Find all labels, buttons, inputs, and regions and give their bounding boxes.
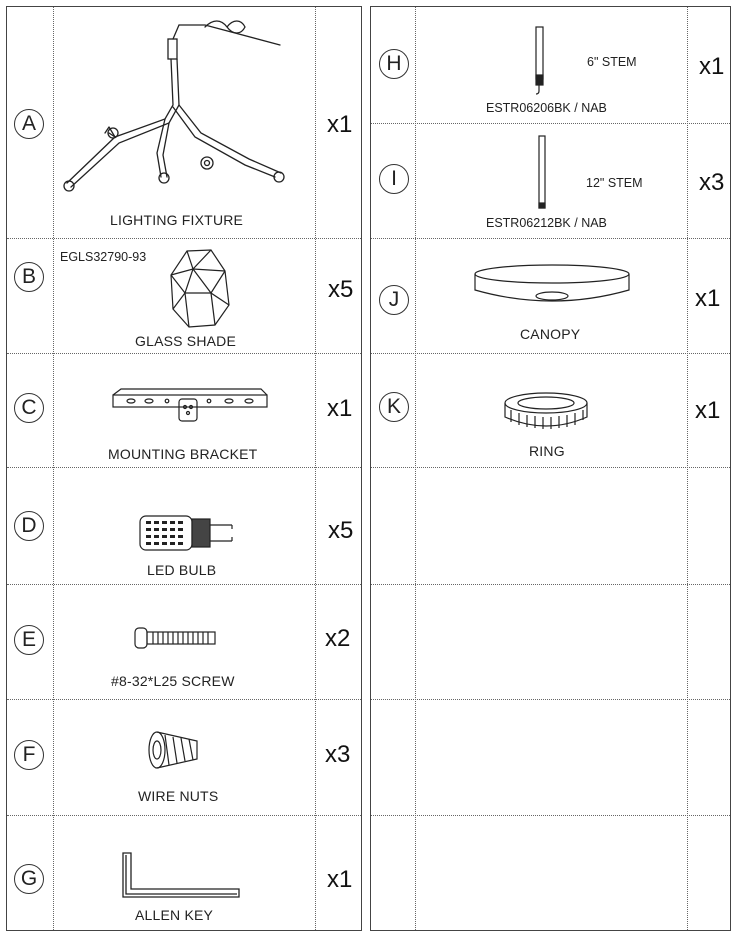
allen-key-illustration: [119, 851, 243, 901]
part-name-h: 6" STEM: [587, 55, 637, 69]
part-letter-k: K: [379, 392, 409, 422]
row-divider: [371, 353, 730, 354]
part-qty-h: x1: [699, 53, 725, 80]
part-qty-d: x5: [328, 517, 354, 544]
row-divider: [371, 467, 730, 468]
mounting-bracket-illustration: [111, 383, 271, 423]
part-code-b: EGLS32790-93: [60, 250, 147, 264]
part-name-k: RING: [529, 443, 565, 459]
part-name-a: LIGHTING FIXTURE: [110, 212, 244, 228]
part-letter-a: A: [14, 109, 44, 139]
row-divider: [7, 467, 361, 468]
part-qty-k: x1: [695, 397, 721, 424]
part-qty-b: x5: [328, 276, 354, 303]
row-divider: [7, 238, 361, 239]
part-name-c: MOUNTING BRACKET: [108, 446, 258, 462]
column-divider: [315, 7, 316, 930]
part-name-i: 12" STEM: [586, 176, 643, 190]
part-code-i: ESTR06212BK / NAB: [486, 216, 607, 230]
part-letter-b: B: [14, 262, 44, 292]
canopy-illustration: [471, 260, 633, 312]
lighting-fixture-illustration: [55, 15, 315, 205]
part-letter-i: I: [379, 164, 409, 194]
part-letter-e: E: [14, 625, 44, 655]
part-code-h: ESTR06206BK / NAB: [486, 101, 607, 115]
part-name-j: CANOPY: [520, 326, 581, 342]
row-divider: [7, 353, 361, 354]
column-divider: [415, 7, 416, 930]
row-divider: [371, 699, 730, 700]
screw-illustration: [133, 625, 219, 651]
part-qty-f: x3: [325, 741, 351, 768]
row-divider: [371, 238, 730, 239]
led-bulb-illustration: [136, 513, 236, 553]
row-divider: [371, 815, 730, 816]
part-name-d: LED BULB: [147, 562, 217, 578]
part-letter-d: D: [14, 511, 44, 541]
row-divider: [7, 815, 361, 816]
right-parts-table: [370, 6, 731, 931]
part-letter-f: F: [14, 740, 44, 770]
column-divider: [687, 7, 688, 930]
row-divider: [7, 699, 361, 700]
part-qty-e: x2: [325, 625, 351, 652]
part-qty-i: x3: [699, 169, 725, 196]
row-divider: [371, 123, 730, 124]
part-qty-a: x1: [327, 111, 353, 138]
part-qty-g: x1: [327, 866, 353, 893]
part-letter-c: C: [14, 393, 44, 423]
part-name-f: WIRE NUTS: [138, 788, 219, 804]
stem-6-illustration: [529, 25, 549, 95]
glass-shade-illustration: [167, 247, 233, 329]
column-divider: [53, 7, 54, 930]
wire-nut-illustration: [147, 729, 203, 771]
row-divider: [7, 584, 361, 585]
part-letter-j: J: [379, 285, 409, 315]
part-qty-c: x1: [327, 395, 353, 422]
ring-illustration: [501, 389, 591, 435]
part-qty-j: x1: [695, 285, 721, 312]
part-name-b: GLASS SHADE: [135, 333, 237, 349]
part-letter-h: H: [379, 49, 409, 79]
part-letter-g: G: [14, 864, 44, 894]
left-parts-table: [6, 6, 362, 931]
part-name-e: #8-32*L25 SCREW: [111, 673, 235, 689]
part-name-g: ALLEN KEY: [135, 907, 214, 923]
row-divider: [371, 584, 730, 585]
stem-12-illustration: [536, 135, 548, 211]
